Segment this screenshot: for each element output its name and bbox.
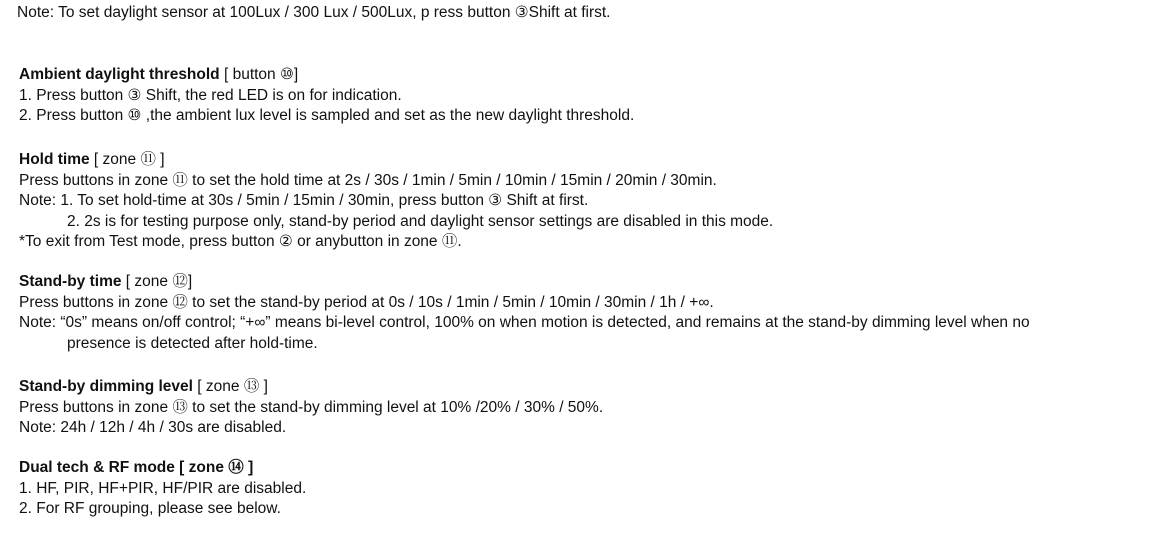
section-ref: [ zone ⑪ ] [89,151,165,168]
section-heading [19,150,773,171]
section-hold-time [19,150,773,253]
text-line: 2. 2s is for testing purpose only, stand-by period and daylight sensor settings are disabled in this mode. [67,212,774,230]
text-line: Press buttons in zone ⑫ to set the stand-by period at 0s / 10s / 1min / 5min / 10min / 30min / 1h / +∞. [19,293,714,311]
section-title: Hold time [19,151,90,168]
section-standby-dimming [19,377,603,439]
section-standby-time [19,272,1030,354]
section-ambient-threshold [19,65,634,127]
section-ref: [ button ⑩] [219,66,299,83]
text-line: 1. HF, PIR, HF+PIR, HF/PIR are disabled. [19,479,307,497]
section-title: Stand-by dimming level [19,378,193,395]
text-line: Note: 24h / 12h / 4h / 30s are disabled. [19,419,287,436]
text-line: Press buttons in zone ⑪ to set the hold time at 2s / 30s / 1min / 5min / 10min / 15min / 20min / 30min. [19,171,717,189]
top-note: Note: To set daylight sensor at 100Lux / 300 Lux / 500Lux, p ress button ③Shift at first. [17,4,611,21]
text-line: 2. Press button ⑩ ,the ambient lux level is sampled and set as the new daylight threshold. [19,107,635,124]
section-heading [19,65,634,86]
text-line: presence is detected after hold-time. [67,334,318,352]
text-line: 1. Press button ③ Shift, the red LED is on for indication. [19,86,402,104]
section-heading [19,272,1030,293]
text-line: 2. For RF grouping, please see below. [19,500,281,517]
section-title: Ambient daylight threshold [19,66,220,83]
section-ref: [ zone ⑫] [121,273,193,290]
text-line: *To exit from Test mode, press button ② or anybutton in zone ⑪. [19,233,462,250]
text-line: Press buttons in zone ⑬ to set the stand-by dimming level at 10% /20% / 30% / 50%. [19,398,604,416]
section-heading [19,377,603,398]
text-line: Note: “0s” means on/off control; “+∞” means bi-level control, 100% on when motion is detected, and remains at the stand-by dimming level when no [19,314,1030,331]
text-line: Note: 1. To set hold-time at 30s / 5min / 15min / 30min, press button ③ Shift at first. [19,192,589,209]
section-title: Dual tech & RF mode [ zone ⑭ ] [19,459,254,476]
section-ref: [ zone ⑬ ] [192,378,268,395]
section-title: Stand-by time [19,273,122,290]
section-dual-tech-rf [19,458,306,520]
